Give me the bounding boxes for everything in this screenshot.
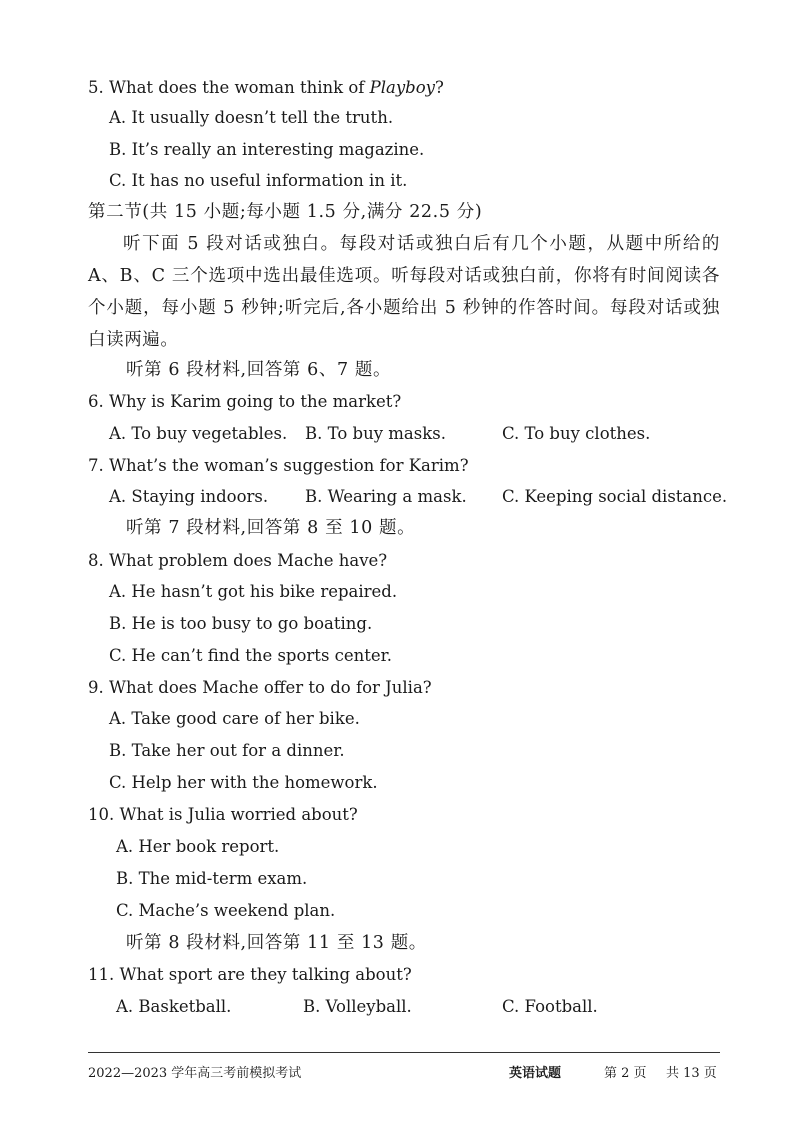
q5-stem-prefix: 5. What does the woman think of (88, 78, 370, 97)
q7-option-c: C. Keeping social distance. (502, 487, 728, 506)
section2-heading: 第二节(共 15 小题;每小题 1.5 分,满分 22.5 分) (88, 202, 483, 222)
q7-stem: 7. What’s the woman’s suggestion for Karim? (88, 456, 469, 475)
q7-option-a: A. Staying indoors. (109, 487, 269, 506)
q6-option-a: A. To buy vegetables. (109, 424, 288, 443)
q8-option-b: B. He is too busy to go boating. (109, 614, 373, 633)
q10-option-a: A. Her book report. (116, 837, 280, 856)
material-8-note: 听第 8 段材料,回答第 11 至 13 题。 (126, 933, 427, 953)
q5-stem (88, 78, 444, 98)
footer-exam-title: 2022—2023 学年高三考前模拟考试 (88, 1066, 302, 1081)
q9-option-b: B. Take her out for a dinner. (109, 741, 345, 760)
q11-option-a: A. Basketball. (116, 997, 232, 1016)
footer-page-number: 第 2 页 (604, 1066, 647, 1081)
q9-option-a: A. Take good care of her bike. (109, 709, 360, 728)
q11-option-b: B. Volleyball. (303, 997, 412, 1016)
q8-stem: 8. What problem does Mache have? (88, 551, 388, 570)
q10-option-b: B. The mid-term exam. (116, 869, 308, 888)
q10-stem: 10. What is Julia worried about? (88, 805, 358, 824)
q11-stem: 11. What sport are they talking about? (88, 965, 412, 984)
q6-stem: 6. Why is Karim going to the market? (88, 392, 402, 411)
q6-option-b: B. To buy masks. (305, 424, 446, 443)
footer-divider (88, 1052, 720, 1053)
section2-instructions: 听下面 5 段对话或独白。每段对话或独白后有几个小题，从题中所给的 A、B、C 三个选项中选出最佳选项。听每段对话或独白前，你将有时间阅读各个小题，每小题 5 秒钟;听完后,各小题给出 5 秒钟的作答时间。每段对话或独白读两遍。 (88, 234, 720, 350)
q6-option-c: C. To buy clothes. (502, 424, 651, 443)
q5-stem-title: Playboy (369, 78, 435, 97)
q5-option-a: A. It usually doesn’t tell the truth. (109, 108, 394, 127)
material-7-note: 听第 7 段材料,回答第 8 至 10 题。 (126, 518, 416, 538)
q5-option-c: C. It has no useful information in it. (109, 171, 408, 190)
q5-option-b: B. It’s really an interesting magazine. (109, 140, 425, 159)
q7-option-b: B. Wearing a mask. (305, 487, 467, 506)
q9-option-c: C. Help her with the homework. (109, 773, 378, 792)
q11-option-c: C. Football. (502, 997, 598, 1016)
material-6-note: 听第 6 段材料,回答第 6、7 题。 (126, 360, 392, 380)
q9-stem: 9. What does Mache offer to do for Julia? (88, 678, 432, 697)
footer-subject: 英语试题 (509, 1066, 562, 1081)
q5-stem-suffix: ? (435, 78, 444, 97)
q8-option-a: A. He hasn’t got his bike repaired. (109, 582, 398, 601)
footer-page-total: 共 13 页 (666, 1066, 717, 1081)
q8-option-c: C. He can’t find the sports center. (109, 646, 392, 665)
q10-option-c: C. Mache’s weekend plan. (116, 901, 336, 920)
